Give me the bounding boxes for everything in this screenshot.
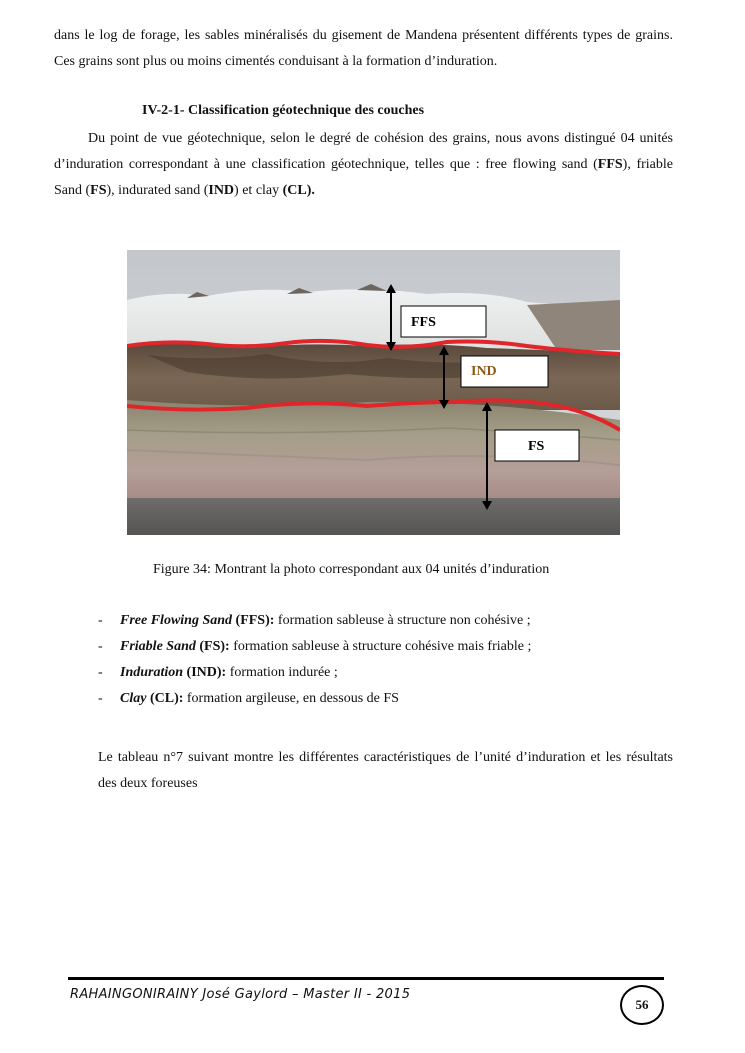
intro-paragraph: dans le log de forage, les sables minéralisés du gisement de Mandena présentent différents types de grains. Ces grains sont plus ou moins cimentés conduisant à la formation d’induration. xyxy=(54,28,673,69)
section-heading: IV-2-1- Classification géotechnique des couches xyxy=(142,103,425,118)
page-number: 56 xyxy=(620,985,664,1025)
footer-divider xyxy=(68,977,664,980)
geotechnical-photo xyxy=(127,250,620,535)
unit-list xyxy=(98,608,531,712)
fs-label: FS xyxy=(528,439,545,454)
list-item: - Friable Sand (FS): formation sableuse à structure cohésive mais friable ; xyxy=(98,639,532,654)
list-item: - Clay (CL): formation argileuse, en dessous de FS xyxy=(98,691,399,706)
list-item: - Free Flowing Sand (FFS): formation sableuse à structure non cohésive ; xyxy=(98,613,531,628)
list-item: - Induration (IND): formation indurée ; xyxy=(98,665,338,680)
ffs-label: FFS xyxy=(411,315,436,330)
ind-label: IND xyxy=(471,364,497,379)
figure-caption: Figure 34: Montrant la photo correspondant aux 04 unités d’induration xyxy=(153,562,550,577)
footer-author: RAHAINGONIRAINY José Gaylord – Master II - 2015 xyxy=(70,987,411,1002)
section-paragraph: Du point de vue géotechnique, selon le degré de cohésion des grains, nous avons distingué 04 unités d’induration correspondant à une classification géotechnique, telles que : free flowing sand (FFS), friable Sand (FS), indurated sand (IND) et clay (CL). xyxy=(54,131,673,198)
table-intro-paragraph: Le tableau n°7 suivant montre les différentes caractéristiques de l’unité d’induration et les résultats des deux foreuses xyxy=(98,750,673,791)
